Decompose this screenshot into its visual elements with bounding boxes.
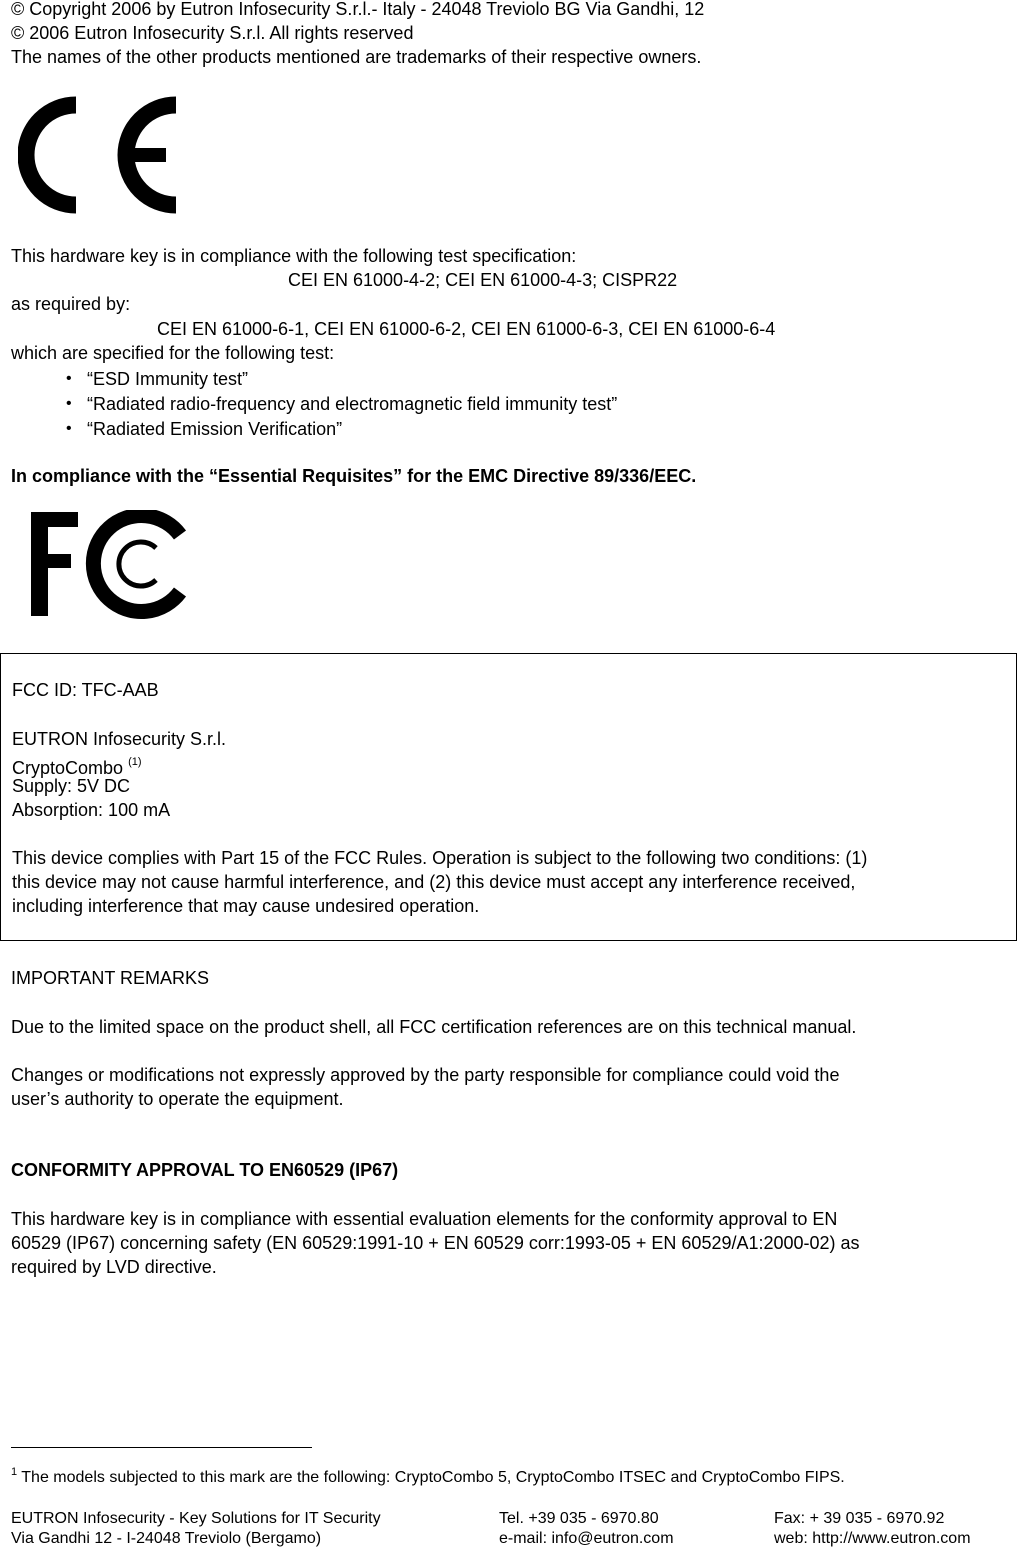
fcc-company: EUTRON Infosecurity S.r.l. (12, 729, 227, 749)
fcc-rules-line-1: This device complies with Part 15 of the FCC Rules. Operation is subject to the following two conditions: (1) (12, 848, 868, 868)
footnote-text: The models subjected to this mark are the following: CryptoCombo 5, CryptoCombo ITSEC and CryptoCombo FIPS. (17, 1469, 845, 1486)
footnote-marker: 1 (11, 1466, 18, 1478)
footer-email: e-mail: info@eutron.com (499, 1530, 674, 1547)
trademarks-notice: The names of the other products mentioned are trademarks of their respective owners. (11, 47, 702, 67)
copyright-line-1: © Copyright 2006 by Eutron Infosecurity S.r.l.- Italy - 24048 Treviolo BG Via Gandhi, 12 (11, 0, 705, 19)
ce-tests-intro: which are specified for the following test: (11, 343, 335, 363)
conformity-line-3: required by LVD directive. (11, 1257, 217, 1277)
ce-test-spec: CEI EN 61000-4-2; CEI EN 61000-4-3; CISPR22 (288, 270, 678, 290)
fcc-id: FCC ID: TFC-AAB (12, 680, 159, 700)
conformity-title: CONFORMITY APPROVAL TO EN60529 (IP67) (11, 1160, 399, 1180)
copyright-line-2: © 2006 Eutron Infosecurity S.r.l. All rights reserved (11, 23, 414, 43)
bullet: • (66, 395, 72, 412)
ce-intro: This hardware key is in compliance with the following test specification: (11, 246, 577, 266)
bullet: • (66, 370, 72, 387)
fcc-info-box (0, 653, 1017, 941)
ce-mark-icon (18, 95, 178, 215)
fcc-logo-icon (28, 510, 198, 622)
fcc-rules-line-3: including interference that may cause undesired operation. (12, 896, 480, 916)
fcc-absorption: Absorption: 100 mA (12, 800, 171, 820)
remarks-changes-line-2: user’s authority to operate the equipment. (11, 1089, 344, 1109)
footer-fax: Fax: + 39 035 - 6970.92 (774, 1510, 945, 1527)
emc-compliance-statement: In compliance with the “Essential Requisites” for the EMC Directive 89/336/EEC. (11, 466, 697, 486)
footnote-divider (11, 1447, 312, 1448)
footnote-reference: (1) (128, 756, 142, 768)
remarks-changes-line-1: Changes or modifications not expressly approved by the party responsible for compliance could void the (11, 1065, 840, 1085)
test-radiated-immunity: “Radiated radio-frequency and electromagnetic field immunity test” (87, 394, 618, 414)
ce-required-spec: CEI EN 61000-6-1, CEI EN 61000-6-2, CEI EN 61000-6-3, CEI EN 61000-6-4 (157, 319, 776, 339)
conformity-line-2: 60529 (IP67) concerning safety (EN 60529:1991-10 + EN 60529 corr:1993-05 + EN 60529/A1:2000-02) as (11, 1233, 860, 1253)
conformity-line-1: This hardware key is in compliance with essential evaluation elements for the conformity approval to EN (11, 1209, 838, 1229)
bullet: • (66, 420, 72, 437)
ce-as-required: as required by: (11, 294, 131, 314)
test-esd: “ESD Immunity test” (87, 369, 249, 389)
footer-address: Via Gandhi 12 - I-24048 Treviolo (Bergamo) (11, 1530, 322, 1547)
fcc-supply: Supply: 5V DC (12, 776, 131, 796)
footer-company: EUTRON Infosecurity - Key Solutions for IT Security (11, 1510, 381, 1527)
remarks-title: IMPORTANT REMARKS (11, 968, 210, 988)
fcc-rules-line-2: this device may not cause harmful interference, and (2) this device must accept any interference received, (12, 872, 856, 892)
footnote (11, 1460, 845, 1490)
footer-web: web: http://www.eutron.com (774, 1530, 971, 1547)
remarks-limited-space: Due to the limited space on the product shell, all FCC certification references are on this technical manual. (11, 1017, 857, 1037)
test-radiated-emission: “Radiated Emission Verification” (87, 419, 343, 439)
footer-tel: Tel. +39 035 - 6970.80 (499, 1510, 659, 1527)
fcc-product-name: CryptoCombo (12, 758, 124, 778)
